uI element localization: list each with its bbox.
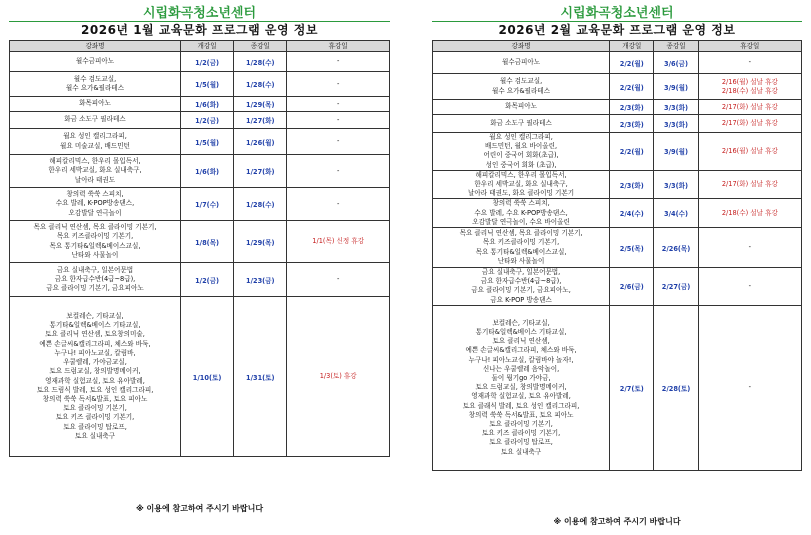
end-date-cell: 1/28(수) xyxy=(234,72,287,97)
table-row xyxy=(433,74,802,100)
course-name-line: 보컬레슨, 기타교실, xyxy=(66,312,124,321)
course-name-line: 통기타&일렉&베이스 기타교실, xyxy=(49,321,141,330)
course-name-cell xyxy=(10,155,181,188)
holiday-line: 2/17(화) 설날 휴강 xyxy=(721,102,778,111)
start-date-cell: 2/6(금) xyxy=(610,268,654,306)
start-date-cell: 2/3(화) xyxy=(610,115,654,133)
course-name-line: 창의력 쑥쑥 스피치, xyxy=(66,190,124,199)
end-date-cell: 1/29(목) xyxy=(234,97,287,112)
course-name-line: 수요 발레, 수요 K-POP방송댄스, xyxy=(474,208,568,217)
course-name-line: 해피칼리믹스, 한우리 몰입독서, xyxy=(475,170,567,179)
end-date-cell: 1/28(수) xyxy=(234,52,287,72)
table-row xyxy=(10,129,390,155)
table-row xyxy=(433,100,802,115)
course-name-line: 목요 키즈클라이밍 기본기, xyxy=(482,238,560,247)
course-name-line: 목요 클리닉 연산셈, 목요 클라이밍 기본기, xyxy=(459,229,583,238)
end-date-cell: 1/29(목) xyxy=(234,221,287,263)
course-name-line: 월수금피아노 xyxy=(75,56,115,65)
course-name-cell xyxy=(433,74,610,100)
holiday-line: - xyxy=(336,99,340,108)
course-name-line: 누구나! 피아노교실, 칼림바, xyxy=(54,348,136,357)
holiday-cell xyxy=(698,100,801,115)
footer-note: ※ 이용에 참고하여 주시기 바랍니다 xyxy=(135,504,264,513)
holiday-cell xyxy=(287,72,390,97)
table-row xyxy=(10,97,390,112)
course-name-line: 한우리 세박교실, 화요 실내축구, xyxy=(474,180,568,189)
course-name-line: 한우리 세박교실, 화요 실내축구, xyxy=(48,166,142,175)
course-name-line: 월요 성인 캘리그라피, xyxy=(489,133,553,141)
holiday-cell xyxy=(698,52,801,74)
holiday-line: 2/18(수) 설날 휴강 xyxy=(721,86,778,95)
holiday-line: - xyxy=(748,383,752,392)
course-name-line: 토요 실내축구 xyxy=(74,431,116,440)
course-name-line: 보컬레슨, 기타교실, xyxy=(492,318,550,327)
end-date-cell: 1/27(화) xyxy=(234,155,287,188)
course-name-line: 난타와 사물놀이 xyxy=(71,250,119,259)
holiday-cell xyxy=(698,228,801,268)
panel-header xyxy=(432,6,802,38)
course-name-line: 창의력 쑥쑥 스피치, xyxy=(492,199,550,208)
course-name-line: 어린이 중국어 회화(초급), xyxy=(483,151,559,160)
col-header-course: 강좌명 xyxy=(433,41,610,52)
holiday-line: - xyxy=(336,137,340,145)
holiday-line: 1/1(목) 신정 휴강 xyxy=(312,237,365,245)
course-name-line: 난타와 사물놀이 xyxy=(497,256,545,265)
course-name-line: 금요 실내축구, 일본어문법, xyxy=(481,268,561,277)
end-date-cell: 1/23(금) xyxy=(234,263,287,297)
course-name-cell xyxy=(433,115,610,133)
course-name-cell xyxy=(433,170,610,199)
course-name-cell xyxy=(10,129,181,155)
course-name-line: 토요 드럼교실, 창의발명메이커, xyxy=(49,367,141,376)
col-header-holiday: 휴강일 xyxy=(698,41,801,52)
course-name-line: 월수 검도교실, xyxy=(499,77,543,86)
course-name-line: 날아라 태권도 xyxy=(74,175,116,184)
table-row xyxy=(10,221,390,263)
course-name-line: 날아라 태권도, 화요 클라이밍 기본기 xyxy=(468,189,575,198)
course-name-cell xyxy=(10,72,181,97)
holiday-line: - xyxy=(748,243,752,252)
end-date-cell: 1/31(토) xyxy=(234,297,287,457)
panel-header xyxy=(9,6,390,38)
course-name-line: 영재과학 실험교실, 토요 유아발레, xyxy=(45,376,145,385)
course-name-cell xyxy=(433,199,610,228)
end-date-cell: 2/26(목) xyxy=(654,228,698,268)
table-row xyxy=(433,133,802,171)
course-name-line: 화금 소도구 필라테스 xyxy=(490,118,552,127)
table-row xyxy=(10,72,390,97)
course-name-cell xyxy=(433,52,610,74)
holiday-line: - xyxy=(336,166,340,175)
course-name-line: 토요 클라이밍 기본기, xyxy=(489,420,553,429)
holiday-cell xyxy=(698,170,801,199)
start-date-cell: 1/2(금) xyxy=(181,52,234,72)
holiday-cell xyxy=(287,297,390,457)
table-row xyxy=(433,115,802,133)
holiday-line: 2/17(화) 설날 휴강 xyxy=(721,119,778,127)
course-name-line: 월수 검도교실, xyxy=(73,74,117,83)
course-name-line: 화금 소도구 필라테스 xyxy=(64,115,126,124)
holiday-cell xyxy=(698,74,801,100)
end-date-cell: 3/3(화) xyxy=(654,100,698,115)
course-name-line: 토요 드럼교실, 창의발명메이커, xyxy=(475,383,567,392)
col-header-start: 개강일 xyxy=(610,41,654,52)
course-name-line: 월수 요가&필라테스 xyxy=(65,84,125,92)
start-date-cell: 1/10(토) xyxy=(181,297,234,457)
course-name-line: 목요 클리닉 연산셈, 목요 클라이밍 기본기, xyxy=(33,223,157,232)
col-header-course: 강좌명 xyxy=(10,41,181,52)
schedule-table xyxy=(9,40,390,457)
footer-note: ※ 이용에 참고하여 주시기 바랍니다 xyxy=(553,517,681,526)
course-name-line: 창의력 쑥쑥 독서&발표, 토요 피아노 xyxy=(42,394,148,403)
course-name-cell xyxy=(433,228,610,268)
course-name-line: 화목피아노 xyxy=(505,102,537,111)
course-name-line: 월요 미술교실, 배드민턴 xyxy=(60,141,130,150)
course-name-cell xyxy=(10,221,181,263)
course-name-line: 금요 클라이밍 기본기, 금요피아노 xyxy=(46,284,144,293)
center-name: 시립화곡청소년센터 xyxy=(432,6,802,22)
table-header-row xyxy=(10,41,390,52)
end-date-cell: 3/4(수) xyxy=(654,199,698,228)
table-row xyxy=(433,228,802,268)
start-date-cell: 1/6(화) xyxy=(181,97,234,112)
course-name-line: 오감발달 연극놀이 xyxy=(68,208,122,217)
end-date-cell: 3/3(화) xyxy=(654,115,698,133)
january-schedule-panel xyxy=(9,6,390,457)
table-header-row xyxy=(433,41,802,52)
end-date-cell: 2/27(금) xyxy=(654,268,698,306)
course-name-cell xyxy=(433,305,610,470)
course-name-line: 해피칼리믹스, 한우리 몰입독서, xyxy=(49,157,141,166)
course-name-line: 신나는 우쿨렐레 음악놀이, xyxy=(482,364,560,373)
holiday-cell xyxy=(287,263,390,297)
start-date-cell: 1/5(월) xyxy=(181,72,234,97)
course-name-line: 금요 한자급수반(4급~8급), xyxy=(480,277,562,286)
course-name-cell xyxy=(10,263,181,297)
end-date-cell: 3/9(월) xyxy=(654,74,698,100)
course-name-line: 금요 한자급수반(4급~8급), xyxy=(54,274,136,283)
course-name-cell xyxy=(10,297,181,457)
start-date-cell: 2/3(화) xyxy=(610,170,654,199)
page-title: 2026년 1월 교육문화 프로그램 운영 정보 xyxy=(81,23,318,37)
course-name-line: 예쁜 손글씨&캘리그라피, 체스와 바둑, xyxy=(465,346,577,355)
holiday-line: 2/16(월) 설날 휴강 xyxy=(721,146,778,155)
holiday-line: - xyxy=(748,281,752,290)
start-date-cell: 2/3(화) xyxy=(610,100,654,115)
holiday-cell xyxy=(698,268,801,306)
course-name-line: 목요 통기타&일렉&베이스교실, xyxy=(49,241,141,250)
col-header-end: 종강일 xyxy=(234,41,287,52)
holiday-line: - xyxy=(336,199,340,208)
table-row xyxy=(433,199,802,228)
start-date-cell: 2/4(수) xyxy=(610,199,654,228)
table-row xyxy=(10,188,390,221)
holiday-cell xyxy=(287,97,390,112)
course-name-line: 수요 발레, K-POP방송댄스, xyxy=(55,199,135,208)
start-date-cell: 2/2(월) xyxy=(610,52,654,74)
table-row xyxy=(433,52,802,74)
course-name-cell xyxy=(10,188,181,221)
table-row xyxy=(10,155,390,188)
course-name-line: 토요 키즈 클라이밍 기본기, xyxy=(55,413,135,422)
end-date-cell: 1/28(수) xyxy=(234,188,287,221)
course-name-cell xyxy=(10,97,181,112)
table-row xyxy=(433,170,802,199)
start-date-cell: 1/2(금) xyxy=(181,263,234,297)
course-name-line: 토요 클리닉 연산셈, 토요창의미술, xyxy=(45,330,145,339)
holiday-line: - xyxy=(336,115,340,124)
holiday-cell xyxy=(287,221,390,263)
course-name-line: 성인 중국어 회화 (초급), xyxy=(485,160,557,169)
course-name-cell xyxy=(10,112,181,129)
start-date-cell: 1/7(수) xyxy=(181,188,234,221)
end-date-cell: 3/3(화) xyxy=(654,170,698,199)
end-date-cell: 2/28(토) xyxy=(654,305,698,470)
course-name-line: 토요 드림식 발레, 토요 성인 캘리그라피, xyxy=(36,385,154,394)
col-header-start: 개강일 xyxy=(181,41,234,52)
start-date-cell: 1/8(목) xyxy=(181,221,234,263)
holiday-cell xyxy=(287,52,390,72)
start-date-cell: 2/2(월) xyxy=(610,74,654,100)
holiday-line: 2/18(수) 설날 휴강 xyxy=(721,208,778,217)
holiday-line: - xyxy=(336,79,340,88)
holiday-cell xyxy=(287,188,390,221)
start-date-cell: 2/5(목) xyxy=(610,228,654,268)
table-row xyxy=(433,305,802,470)
course-name-line: 예쁜 손글씨&캘리그라피, 체스와 바둑, xyxy=(39,339,151,348)
holiday-line: - xyxy=(336,57,340,65)
course-name-line: 금요 실내축구, 일본어문법 xyxy=(56,265,134,274)
course-name-line: 영재과학 실험교실, 토요 유아발레, xyxy=(471,392,571,401)
course-name-line: 오감발달 연극놀이, 수요 바이올린 xyxy=(472,217,570,226)
course-name-line: 월수 요가&필라테스 xyxy=(491,86,551,95)
course-name-line: 화목피아노 xyxy=(79,99,111,108)
table-row xyxy=(10,112,390,129)
col-header-holiday: 휴강일 xyxy=(287,41,390,52)
end-date-cell: 1/27(화) xyxy=(234,112,287,129)
course-name-line: 토요 키즈 클라이밍 기본기, xyxy=(481,429,561,438)
course-name-line: 우쿨렐레, 가야금교실, xyxy=(63,358,127,367)
page-title: 2026년 2월 교육문화 프로그램 운영 정보 xyxy=(498,23,736,37)
end-date-cell: 3/6(금) xyxy=(654,52,698,74)
course-name-line: 창의력 쑥쑥 독서&발표, 토요 피아노 xyxy=(468,410,574,419)
course-name-line: 토요 클라이밍 기본기, xyxy=(63,404,127,413)
course-name-line: 배드민턴, 월요 바이올린, xyxy=(485,142,558,151)
course-name-line: 월요 성인 캘리그라피, xyxy=(63,132,127,141)
course-name-cell xyxy=(433,133,610,171)
course-name-line: 금요 K-POP 방송댄스 xyxy=(490,295,552,304)
table-row xyxy=(10,297,390,457)
course-name-line: 토요 클라이밍 탑로프, xyxy=(63,422,127,431)
holiday-line: 2/16(월) 설날 휴강 xyxy=(721,77,778,86)
col-header-end: 종강일 xyxy=(654,41,698,52)
course-name-line: 토요 클라이밍 탑로프, xyxy=(489,438,553,447)
course-name-line: 토요 실내축구 xyxy=(500,447,542,456)
holiday-line: - xyxy=(336,275,340,283)
february-schedule-panel xyxy=(432,6,802,471)
holiday-cell xyxy=(698,305,801,470)
table-row xyxy=(10,263,390,297)
start-date-cell: 1/6(화) xyxy=(181,155,234,188)
course-name-line: 토요 클리닉 연산셈, xyxy=(492,337,550,346)
course-name-cell xyxy=(10,52,181,72)
course-name-line: 월수금피아노 xyxy=(501,57,541,66)
table-row xyxy=(10,52,390,72)
holiday-cell xyxy=(287,155,390,188)
course-name-line: 금요 클라이밍 기본기, 금요피아노, xyxy=(471,286,571,295)
course-name-cell xyxy=(433,268,610,306)
schedule-table xyxy=(432,40,802,471)
holiday-line: - xyxy=(748,58,752,66)
holiday-cell xyxy=(287,112,390,129)
course-name-line: 누구나! 피아노교실, 칼림바야 놀자!, xyxy=(468,355,574,364)
course-name-line: 목요 키즈클라이밍 기본기, xyxy=(56,232,134,241)
course-name-line: 토요 클래식 발레, 토요 성인 캘리그라피, xyxy=(462,401,580,410)
course-name-line: 둘이 뭥기go 가야금, xyxy=(491,374,551,383)
holiday-cell xyxy=(287,129,390,155)
course-name-line: 통기타&일렉&베이스 기타교실, xyxy=(475,328,567,337)
start-date-cell: 2/7(토) xyxy=(610,305,654,470)
end-date-cell: 1/26(월) xyxy=(234,129,287,155)
holiday-line: 2/17(화) 설날 휴강 xyxy=(721,180,778,189)
holiday-cell xyxy=(698,133,801,171)
course-name-cell xyxy=(433,100,610,115)
holiday-cell xyxy=(698,199,801,228)
start-date-cell: 1/5(월) xyxy=(181,129,234,155)
course-name-line: 목요 통기타&일렉&베이스교실, xyxy=(475,247,567,256)
start-date-cell: 1/2(금) xyxy=(181,112,234,129)
table-row xyxy=(433,268,802,306)
holiday-line: 1/3(토) 휴강 xyxy=(319,372,357,380)
end-date-cell: 3/9(월) xyxy=(654,133,698,171)
start-date-cell: 2/2(월) xyxy=(610,133,654,171)
holiday-cell xyxy=(698,115,801,133)
center-name: 시립화곡청소년센터 xyxy=(9,6,390,22)
